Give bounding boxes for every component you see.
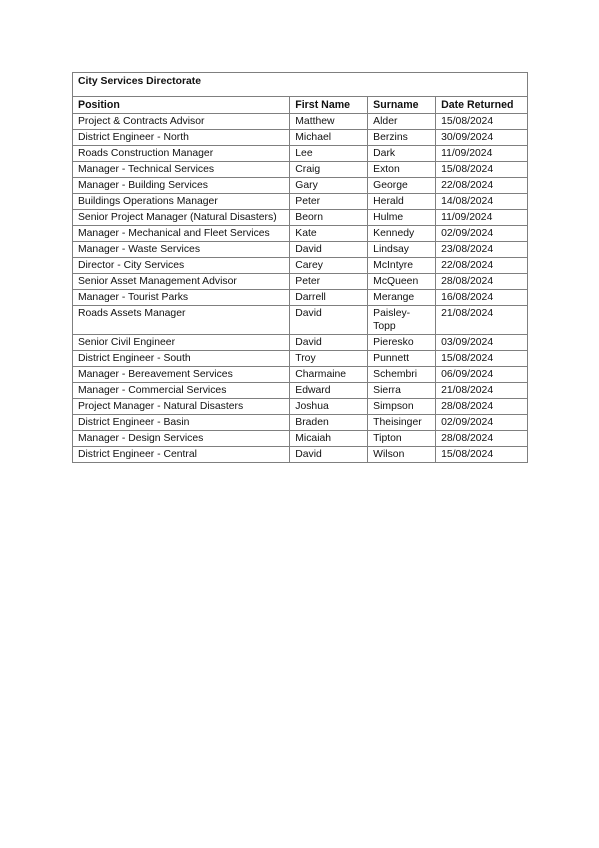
cell-date-returned: 15/08/2024	[436, 447, 528, 463]
cell-date-returned: 16/08/2024	[436, 290, 528, 306]
cell-first-name: Lee	[290, 146, 368, 162]
cell-first-name: Gary	[290, 178, 368, 194]
header-position: Position	[73, 97, 290, 114]
cell-position: Senior Civil Engineer	[73, 335, 290, 351]
cell-position: Manager - Design Services	[73, 431, 290, 447]
cell-date-returned: 22/08/2024	[436, 178, 528, 194]
cell-first-name: Beorn	[290, 210, 368, 226]
cell-surname: Theisinger	[368, 415, 436, 431]
cell-surname: George	[368, 178, 436, 194]
cell-position: Buildings Operations Manager	[73, 194, 290, 210]
cell-first-name: Kate	[290, 226, 368, 242]
cell-first-name: Troy	[290, 351, 368, 367]
cell-date-returned: 28/08/2024	[436, 399, 528, 415]
table-row	[73, 130, 528, 146]
cell-date-returned: 15/08/2024	[436, 114, 528, 130]
cell-date-returned: 21/08/2024	[436, 383, 528, 399]
cell-date-returned: 06/09/2024	[436, 367, 528, 383]
cell-position: District Engineer - Basin	[73, 415, 290, 431]
table-row	[73, 162, 528, 178]
cell-date-returned: 02/09/2024	[436, 226, 528, 242]
cell-date-returned: 15/08/2024	[436, 162, 528, 178]
cell-surname: Herald	[368, 194, 436, 210]
cell-first-name: Braden	[290, 415, 368, 431]
cell-position: Manager - Commercial Services	[73, 383, 290, 399]
cell-first-name: Edward	[290, 383, 368, 399]
cell-surname: McIntyre	[368, 258, 436, 274]
cell-position: Project & Contracts Advisor	[73, 114, 290, 130]
table-row	[73, 447, 528, 463]
cell-surname: Pieresko	[368, 335, 436, 351]
cell-first-name: Michael	[290, 130, 368, 146]
cell-surname: Paisley-​Topp	[368, 306, 436, 335]
cell-position: Manager - Building Services	[73, 178, 290, 194]
directorate-table	[72, 72, 528, 463]
cell-first-name: Joshua	[290, 399, 368, 415]
table-row	[73, 194, 528, 210]
cell-surname: Simpson	[368, 399, 436, 415]
table-row	[73, 351, 528, 367]
cell-first-name: Peter	[290, 194, 368, 210]
table-row	[73, 274, 528, 290]
cell-position: District Engineer - South	[73, 351, 290, 367]
table-row	[73, 306, 528, 335]
cell-first-name: Micaiah	[290, 431, 368, 447]
table-title-row	[73, 73, 528, 97]
cell-date-returned: 14/08/2024	[436, 194, 528, 210]
cell-date-returned: 11/09/2024	[436, 210, 528, 226]
table-body	[73, 114, 528, 463]
cell-position: Manager - Tourist Parks	[73, 290, 290, 306]
table-row	[73, 114, 528, 130]
table-row	[73, 258, 528, 274]
table-header-row	[73, 97, 528, 114]
cell-surname: Exton	[368, 162, 436, 178]
header-first-name: First Name	[290, 97, 368, 114]
cell-surname: Berzins	[368, 130, 436, 146]
cell-date-returned: 21/08/2024	[436, 306, 528, 335]
cell-surname: Dark	[368, 146, 436, 162]
cell-position: Manager - Bereavement Services	[73, 367, 290, 383]
cell-position: Manager - Technical Services	[73, 162, 290, 178]
cell-first-name: Matthew	[290, 114, 368, 130]
cell-first-name: Peter	[290, 274, 368, 290]
cell-position: Director - City Services	[73, 258, 290, 274]
cell-position: District Engineer - North	[73, 130, 290, 146]
cell-position: Senior Project Manager (Natural Disasters)	[73, 210, 290, 226]
cell-first-name: Charmaine	[290, 367, 368, 383]
cell-surname: Wilson	[368, 447, 436, 463]
table-row	[73, 210, 528, 226]
cell-first-name: David	[290, 306, 368, 335]
cell-date-returned: 15/08/2024	[436, 351, 528, 367]
table-row	[73, 290, 528, 306]
cell-date-returned: 11/09/2024	[436, 146, 528, 162]
cell-first-name: Carey	[290, 258, 368, 274]
table-row	[73, 242, 528, 258]
cell-date-returned: 02/09/2024	[436, 415, 528, 431]
cell-position: Roads Assets Manager	[73, 306, 290, 335]
cell-surname: Merange	[368, 290, 436, 306]
table-row	[73, 431, 528, 447]
cell-surname: Lindsay	[368, 242, 436, 258]
cell-date-returned: 23/08/2024	[436, 242, 528, 258]
table-row	[73, 383, 528, 399]
cell-surname: McQueen	[368, 274, 436, 290]
cell-first-name: David	[290, 447, 368, 463]
cell-first-name: David	[290, 335, 368, 351]
cell-position: Senior Asset Management Advisor	[73, 274, 290, 290]
cell-surname: Sierra	[368, 383, 436, 399]
table-row	[73, 146, 528, 162]
cell-surname: Kennedy	[368, 226, 436, 242]
header-date-returned: Date Returned	[436, 97, 528, 114]
cell-surname: Schembri	[368, 367, 436, 383]
header-surname: Surname	[368, 97, 436, 114]
table-row	[73, 415, 528, 431]
cell-position: Project Manager - Natural Disasters	[73, 399, 290, 415]
cell-first-name: David	[290, 242, 368, 258]
table-title: City Services Directorate	[73, 73, 528, 97]
cell-first-name: Darrell	[290, 290, 368, 306]
cell-date-returned: 28/08/2024	[436, 431, 528, 447]
table-row	[73, 226, 528, 242]
cell-surname: Tipton	[368, 431, 436, 447]
cell-surname: Punnett	[368, 351, 436, 367]
cell-position: Manager - Mechanical and Fleet Services	[73, 226, 290, 242]
cell-date-returned: 03/09/2024	[436, 335, 528, 351]
table-row	[73, 367, 528, 383]
cell-date-returned: 30/09/2024	[436, 130, 528, 146]
cell-position: District Engineer - Central	[73, 447, 290, 463]
cell-date-returned: 28/08/2024	[436, 274, 528, 290]
table-row	[73, 399, 528, 415]
table-row	[73, 178, 528, 194]
table-row	[73, 335, 528, 351]
cell-position: Manager - Waste Services	[73, 242, 290, 258]
cell-surname: Alder	[368, 114, 436, 130]
cell-first-name: Craig	[290, 162, 368, 178]
cell-position: Roads Construction Manager	[73, 146, 290, 162]
cell-surname: Hulme	[368, 210, 436, 226]
cell-date-returned: 22/08/2024	[436, 258, 528, 274]
